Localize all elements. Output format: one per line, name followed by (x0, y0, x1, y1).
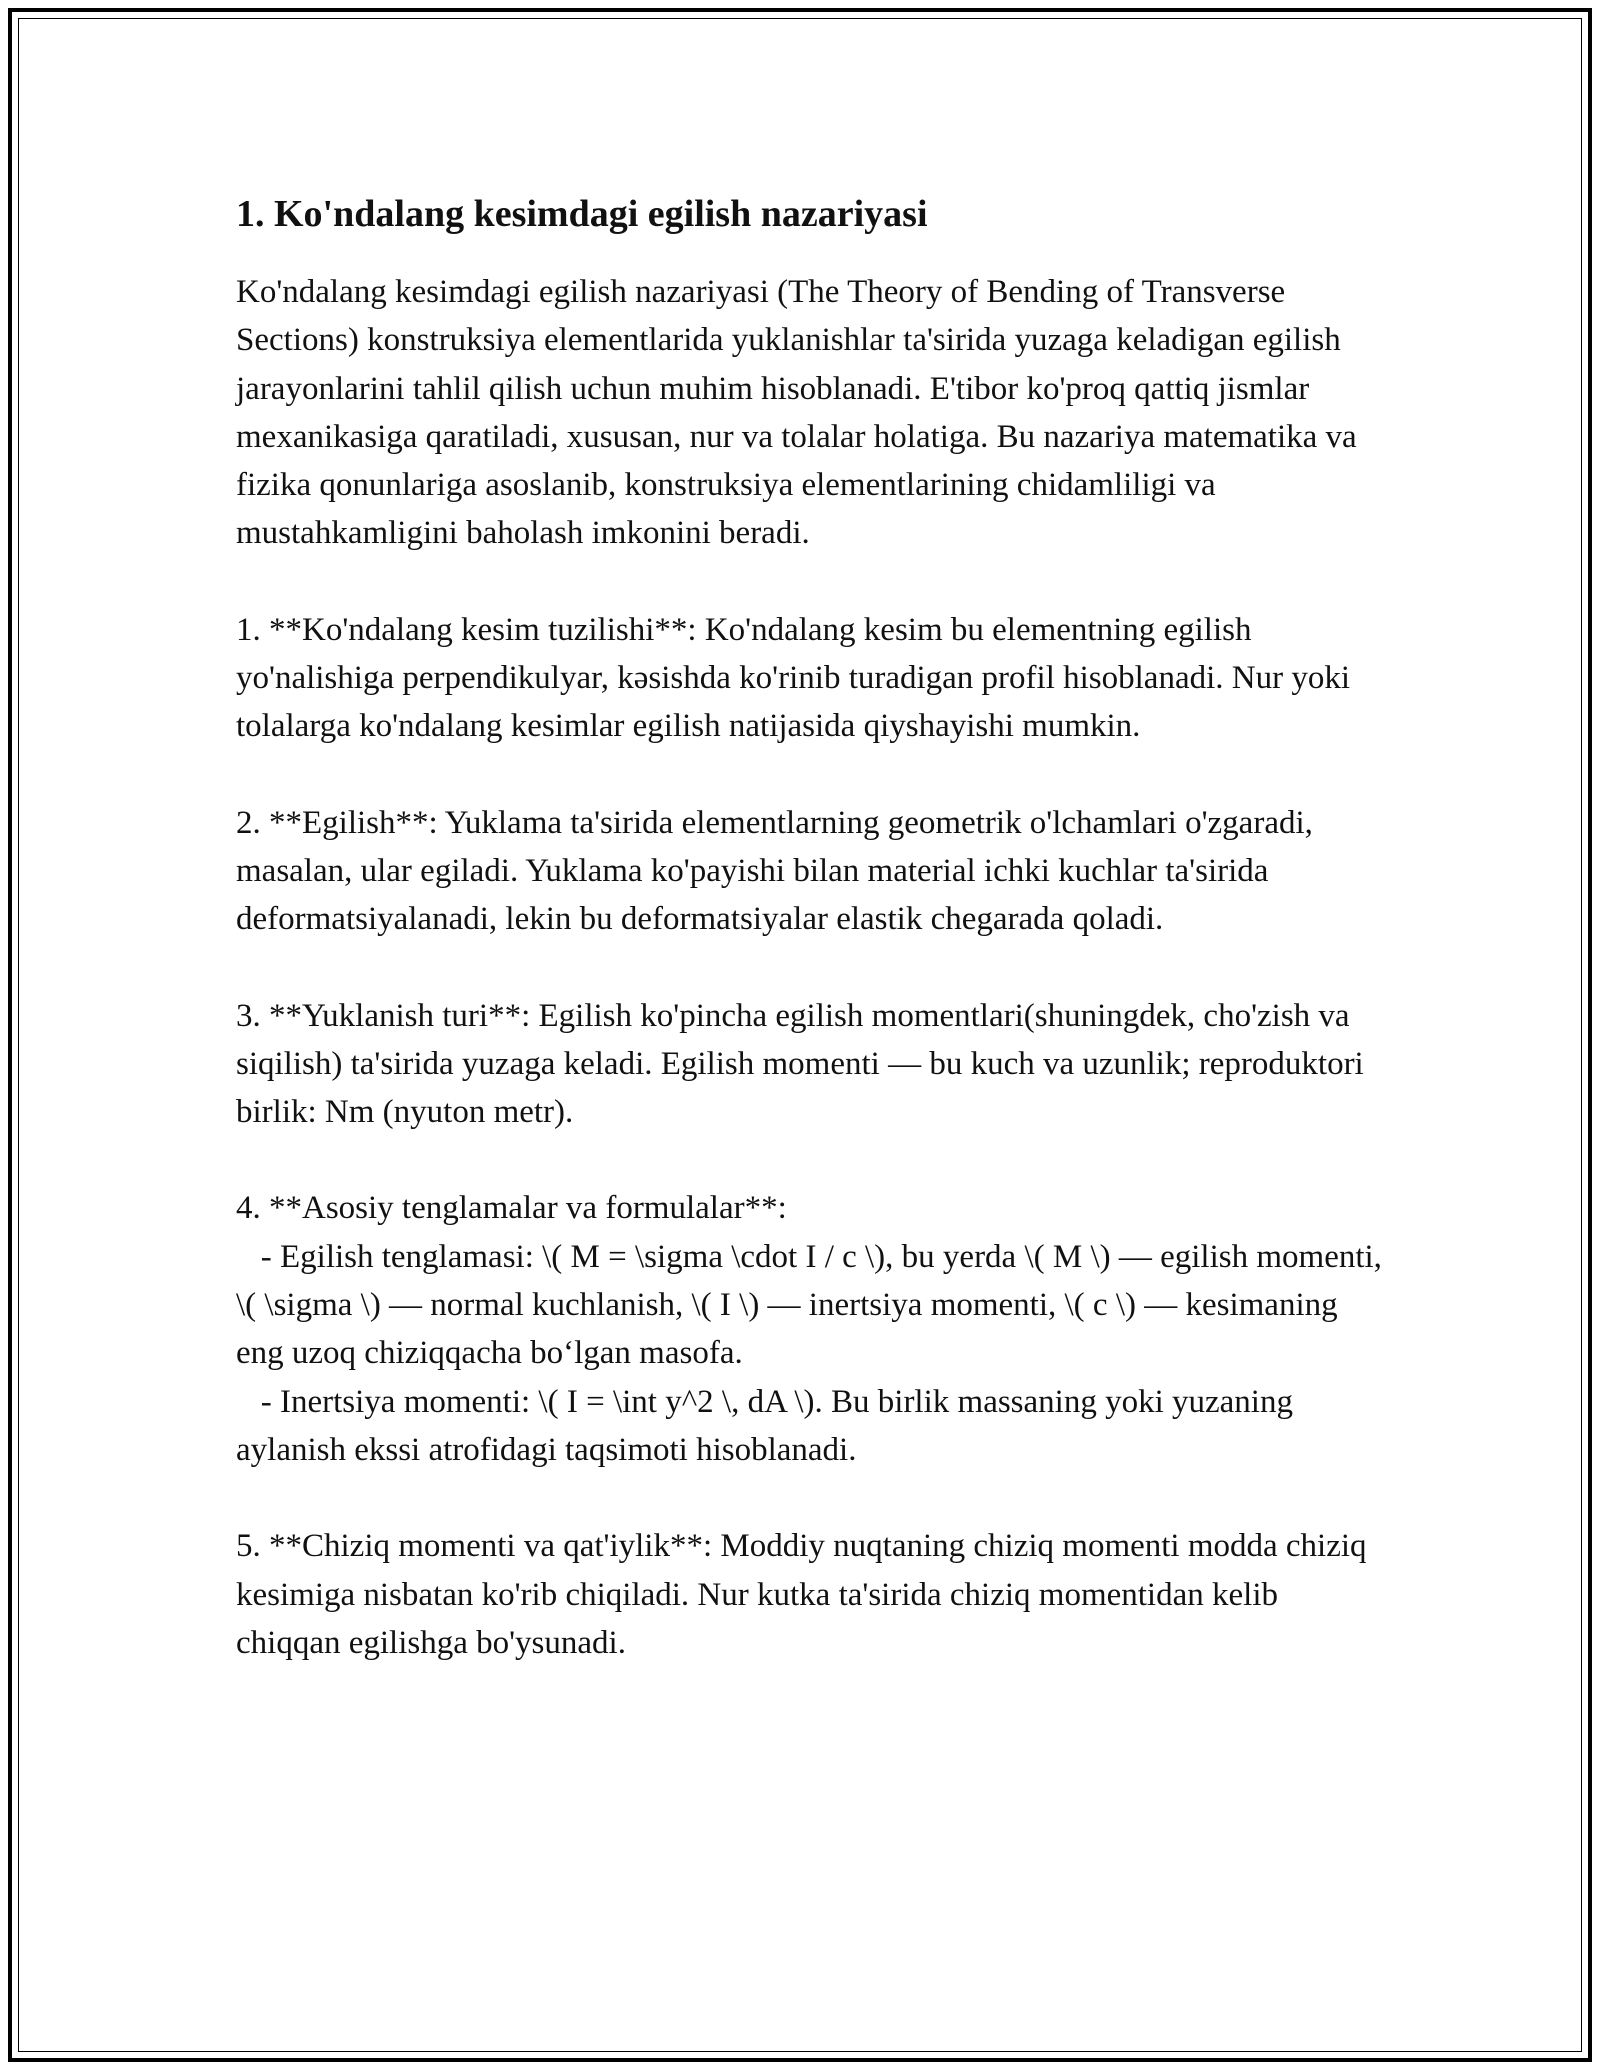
paragraph-cross-section-structure: 1. **Ko'ndalang kesim tuzilishi**: Ko'ndalang kesim bu elementning egilish yo'nalishiga perpendikulyar, kəsishda ko'rinib turadigan profil hisoblanadi. Nur yoki tolalarga ko'ndalang kesimlar egilish natijasida qiyshayishi mumkin. (236, 611, 1359, 745)
paragraph-line-moment-rigidity: 5. **Chiziq momenti va qat'iylik**: Moddiy nuqtaning chiziq momenti modda chiziq kesimiga nisbatan ko'rib chiqiladi. Nur kutka ta'sirida chiziq momentidan kelib chiqqan egilishga bo'ysunadi. (236, 1528, 1375, 1661)
paragraph-bending: 2. **Egilish**: Yuklama ta'sirida elementlarning geometrik o'lchamlari o'zgaradi, masalan, ular egiladi. Yuklama ko'payishi bilan material ichki kuchlar ta'sirida deformatsiyalanadi, lekin bu deformatsiyalar elastik chegarada qoladi. (236, 804, 1322, 938)
section-title: 1. Ko'ndalang kesimdagi egilish nazariyasi (236, 193, 928, 235)
intro-paragraph: Ko'ndalang kesimdagi egilish nazariyasi (The Theory of Bending of Transverse Sections) konstruksiya elementlarida yuklanishlar ta'sirida yuzaga keladigan egilish jarayonlarini tahlil qilish uchun muhim hisoblanadi. E'tibor ko'proq qattiq jismlar mexanikasiga qaratiladi, xususan, nur va tolalar holatiga. Bu nazariya matematika va fizika qonunlariga asoslanib, konstruksiya elementlarining chidamliligi va mustahkamligini baholash imkonini beradi. (236, 274, 1365, 552)
document-body (236, 188, 1386, 1667)
paragraph-equations-formulas: 4. **Asosiy tenglamalar va formulalar**: - Egilish tenglamasi: \( M = \sigma \cdot I / c \), bu yerda \( M \) — egilish momenti, \( \sigma \) — normal kuchlanish, \( I \) — inertsiya momenti, \( c \) — kesimaning eng uzoq chiziqqacha bo‘lgan masofa. - Inertsiya momenti: \( I = \int y^2 \, dA \). Bu birlik massaning yoki yuzaning aylanish ekssi atrofidagi taqsimoti hisoblanadi. (236, 1190, 1382, 1468)
paragraph-load-type: 3. **Yuklanish turi**: Egilish ko'pincha egilish momentlari(shuningdek, cho'zish va siqilish) ta'sirida yuzaga keladi. Egilish momenti — bu kuch va uzunlik; reproduktori birlik: Nm (nyuton metr). (236, 997, 1372, 1131)
